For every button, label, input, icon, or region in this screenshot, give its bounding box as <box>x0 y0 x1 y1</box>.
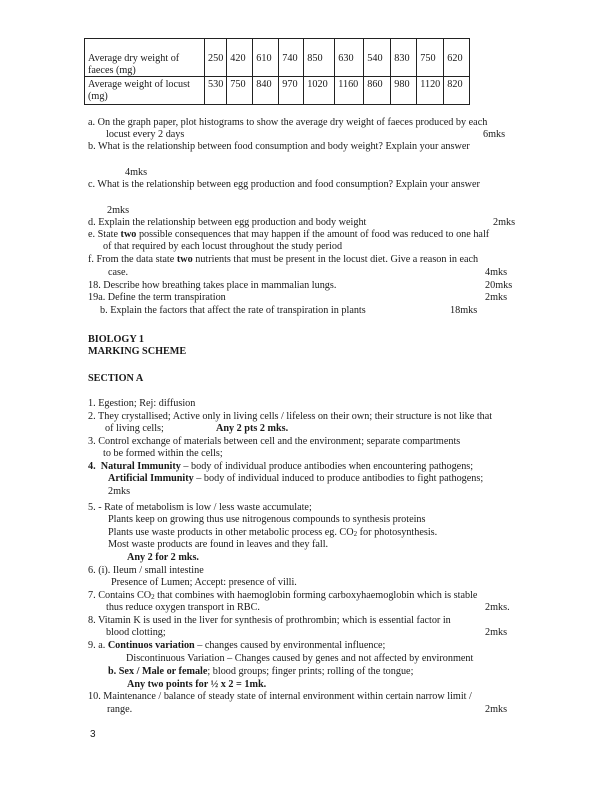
question-c: c. What is the relationship between egg production and food consumption? Explain your answer <box>88 179 480 190</box>
marks: 2mks. <box>485 602 510 613</box>
table-cell: 970 <box>279 77 304 105</box>
answer-9b: b. Sex / Male or female; blood groups; finger prints; rolling of the tongue; <box>108 666 414 677</box>
marks: 2mks <box>107 205 130 216</box>
table-cell: 840 <box>253 77 279 105</box>
table-cell: 1160 <box>335 77 364 105</box>
question-e: e. State two possible consequences that may happen if the amount of food was reduced to one half <box>88 229 490 240</box>
answer-2-cont: of living cells; <box>105 423 164 434</box>
marks: 20mks <box>485 280 513 291</box>
table-cell: 750 <box>227 77 253 105</box>
answer-5: 5. - Rate of metabolism is low / less waste accumulate; <box>88 502 312 513</box>
question-f-cont: case. <box>108 267 129 278</box>
question-19b: b. Explain the factors that affect the rate of transpiration in plants <box>100 305 366 316</box>
table-cell: 860 <box>364 77 391 105</box>
marks: 2mks <box>108 486 131 497</box>
answer-2: 2. They crystallised; Active only in living cells / lifeless on their own; their structure is not like that <box>88 411 493 422</box>
marks: 2mks <box>485 292 508 303</box>
answer-10-cont: range. <box>107 704 133 715</box>
page-number: 3 <box>90 729 96 740</box>
table-cell: 540 <box>364 39 391 77</box>
table-cell: 740 <box>279 39 304 77</box>
answer-5-line3: Plants use waste products in other metabolic process eg. $CO_2$ for photosynthesis. <box>108 527 438 538</box>
answer-9b-marks: Any two points for ½ x 2 = 1mk. <box>127 679 267 690</box>
scheme-title: BIOLOGY 1 <box>88 334 144 345</box>
question-a-cont: locust every 2 days <box>106 129 185 140</box>
table-row <box>85 77 470 105</box>
answer-7-cont: thus reduce oxygen transport in RBC. <box>106 602 260 613</box>
table-cell: 420 <box>227 39 253 77</box>
table-cell: 530 <box>205 77 227 105</box>
answer-2-marks: Any 2 pts 2 mks. <box>216 423 289 434</box>
answer-9a-cont: Discontinuous Variation – Changes caused by genes and not affected by environment <box>126 653 474 664</box>
row-label: Average weight of locust (mg) <box>85 77 205 105</box>
question-b: b. What is the relationship between food consumption and body weight? Explain your answer <box>88 141 470 152</box>
marks: 2mks <box>493 217 516 228</box>
answer-5-line4: Most waste products are found in leaves and they fall. <box>108 539 329 550</box>
scheme-subtitle: MARKING SCHEME <box>88 346 187 357</box>
answer-8-cont: blood clotting; <box>106 627 166 638</box>
question-d: d. Explain the relationship between egg production and body weight <box>88 217 367 228</box>
answer-9a: 9. a. Continuos variation – changes caused by environmental influence; <box>88 640 386 651</box>
section-heading: SECTION A <box>88 373 144 384</box>
table-cell: 850 <box>304 39 335 77</box>
table-cell: 630 <box>335 39 364 77</box>
answer-3: 3. Control exchange of materials between cell and the environment; separate compartments <box>88 436 461 447</box>
question-f: f. From the data state two nutrients that must be present in the locust diet. Give a reason in each <box>88 254 479 265</box>
question-e-cont: of that required by each locust throughout the study period <box>103 241 343 252</box>
answer-7: 7. Contains $CO_2$ that combines with haemoglobin forming carboxyhaemoglobin which is stable <box>88 590 478 601</box>
table-row <box>85 39 470 77</box>
locust-data-table <box>84 38 470 105</box>
table-cell: 1120 <box>417 77 444 105</box>
answer-4-cont: Artificial Immunity – body of individual induced to produce antibodies to fight pathogens; <box>108 473 484 484</box>
answer-6-cont: Presence of Lumen; Accept: presence of villi. <box>111 577 297 588</box>
question-19a: 19a. Define the term transpiration <box>88 292 226 303</box>
answer-8: 8. Vitamin K is used in the liver for synthesis of prothrombin; which is essential factor in <box>88 615 451 626</box>
table-cell: 250 <box>205 39 227 77</box>
answer-3-cont: to be formed within the cells; <box>103 448 223 459</box>
table-cell: 830 <box>391 39 417 77</box>
table-cell: 610 <box>253 39 279 77</box>
table-cell: 750 <box>417 39 444 77</box>
answer-4: 4. Natural Immunity – body of individual produce antibodies when encountering pathogens; <box>88 461 474 472</box>
marks: 18mks <box>450 305 478 316</box>
table-cell: 1020 <box>304 77 335 105</box>
answer-5-line2: Plants keep on growing thus use nitrogenous compounds to synthesis proteins <box>108 514 426 525</box>
answer-5-marks: Any 2 for 2 mks. <box>127 552 199 563</box>
row-label: Average dry weight of faeces (mg) <box>85 39 205 77</box>
table-cell: 820 <box>444 77 470 105</box>
marks: 4mks <box>125 167 148 178</box>
marks: 2mks <box>485 627 508 638</box>
answer-10: 10. Maintenance / balance of steady state of internal environment within certain narrow limit / <box>88 691 472 702</box>
question-a: a. On the graph paper, plot histograms to show the average dry weight of faeces produced by each <box>88 117 488 128</box>
question-18: 18. Describe how breathing takes place in mammalian lungs. <box>88 280 337 291</box>
table-cell: 620 <box>444 39 470 77</box>
answer-1: 1. Egestion; Rej: diffusion <box>88 398 196 409</box>
marks: 2mks <box>485 704 508 715</box>
marks: 4mks <box>485 267 508 278</box>
marks: 6mks <box>483 129 506 140</box>
answer-6: 6. (i). Ileum / small intestine <box>88 565 204 576</box>
table-cell: 980 <box>391 77 417 105</box>
